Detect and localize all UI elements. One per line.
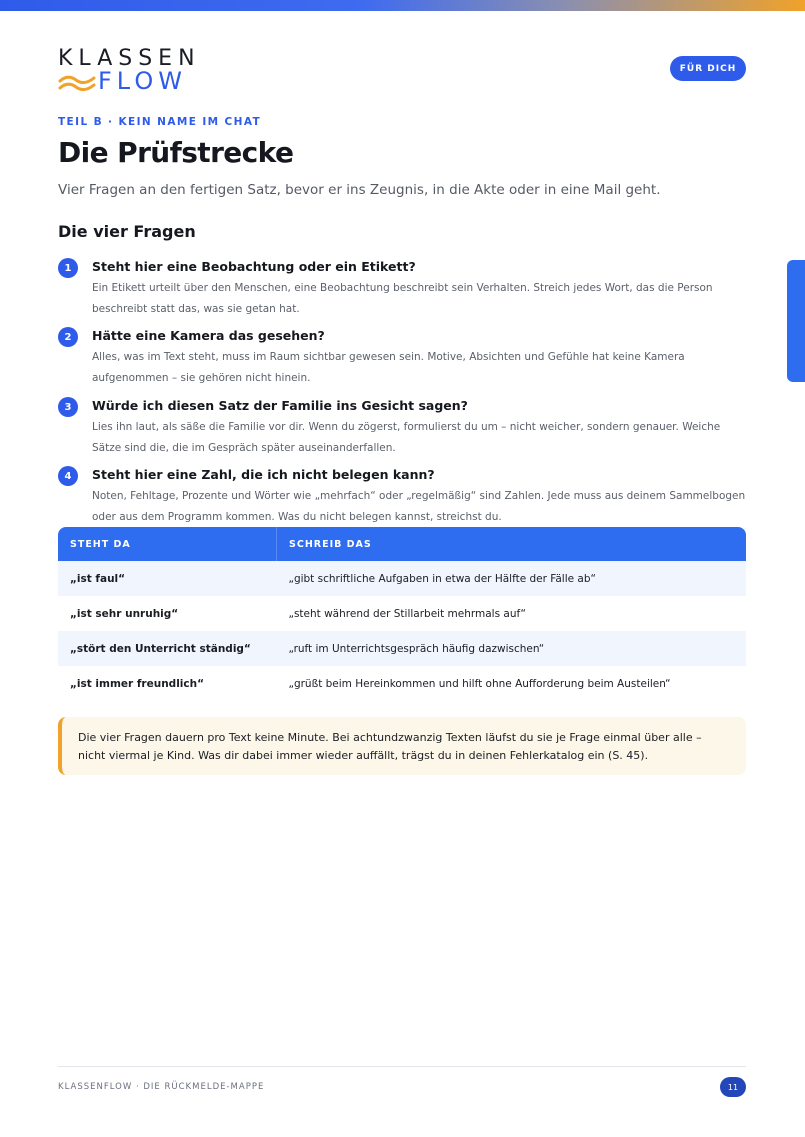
table-cell-rewrite: „gibt schriftliche Aufgaben in etwa der Hälfte der Fälle ab“ [277,561,747,596]
page-subtitle: Vier Fragen an den fertigen Satz, bevor er ins Zeugnis, in die Akte oder in eine Mail geht. [58,182,661,198]
comparison-table [58,527,746,701]
question-body: Noten, Fehltage, Prozente und Wörter wie „mehrfach“ oder „regelmäßig“ sind Zahlen. Jede muss aus deinem Sammelbogen oder aus dem Programm kommen. Was du nicht belegen kannst, streichst du. [92,490,746,523]
logo-wordmark-bottom: FLOW [98,67,187,95]
table-row [58,596,746,631]
side-tab-marker [787,260,805,382]
table-cell-rewrite: „steht während der Stillarbeit mehrmals auf“ [277,596,747,631]
table-row [58,666,746,701]
info-note: Die vier Fragen dauern pro Text keine Minute. Bei achtundzwanzig Texten läufst du sie je Frage einmal über alle – nicht viermal je Kind. Was dir dabei immer wieder auffällt, trägst du in deinen Fehlerkatalog ein (S. 45). [58,717,746,775]
question-body: Lies ihn laut, als säße die Familie vor dir. Wenn du zögerst, formulierst du um – nicht weicher, sondern genauer. Weiche Sätze sind die, die im Gespräch später auseinanderfallen. [92,421,721,454]
table-cell-rewrite: „ruft im Unterrichtsgespräch häufig dazwischen“ [277,631,747,666]
question-number: 4 [58,466,78,486]
top-gradient-bar [0,0,805,11]
table-row [58,561,746,596]
questions-heading: Die vier Fragen [58,222,196,241]
table-cell-label: „stört den Unterricht ständig“ [58,631,277,666]
footer-label: KLASSENFLOW · DIE RÜCKMELDE-MAPPE [58,1082,265,1092]
question-number: 2 [58,327,78,347]
table-cell-label: „ist sehr unruhig“ [58,596,277,631]
question-number: 3 [58,397,78,417]
page-title: Die Prüfstrecke [58,136,294,169]
wave-icon [58,73,98,93]
page-number: 11 [720,1077,746,1097]
audience-badge: FÜR DICH [670,56,746,81]
table-header-cell: SCHREIB DAS [277,527,747,561]
question-body: Ein Etikett urteilt über den Menschen, eine Beobachtung beschreibt sein Verhalten. Streich jedes Wort, das die Person beschreibt statt das, was sie getan hat. [92,282,713,315]
table-row [58,631,746,666]
table-cell-label: „ist faul“ [58,561,277,596]
question-title: Steht hier eine Beobachtung oder ein Etikett? [92,259,416,274]
logo-wordmark-top: KLASSEN [58,46,201,71]
question-title: Würde ich diesen Satz der Familie ins Gesicht sagen? [92,398,468,413]
table-cell-label: „ist immer freundlich“ [58,666,277,701]
question-number: 1 [58,258,78,278]
logo [58,46,201,96]
footer-divider [58,1066,746,1067]
section-eyebrow: TEIL B · KEIN NAME IM CHAT [58,116,262,128]
table-header-row [58,527,746,561]
question-body: Alles, was im Text steht, muss im Raum sichtbar gewesen sein. Motive, Absichten und Gefühle hat keine Kamera aufgenommen – sie gehören nicht hinein. [92,351,685,384]
question-title: Steht hier eine Zahl, die ich nicht belegen kann? [92,467,435,482]
table-cell-rewrite: „grüßt beim Hereinkommen und hilft ohne Aufforderung beim Austeilen“ [277,666,747,701]
question-title: Hätte eine Kamera das gesehen? [92,328,325,343]
table-header-cell: STEHT DA [58,527,277,561]
